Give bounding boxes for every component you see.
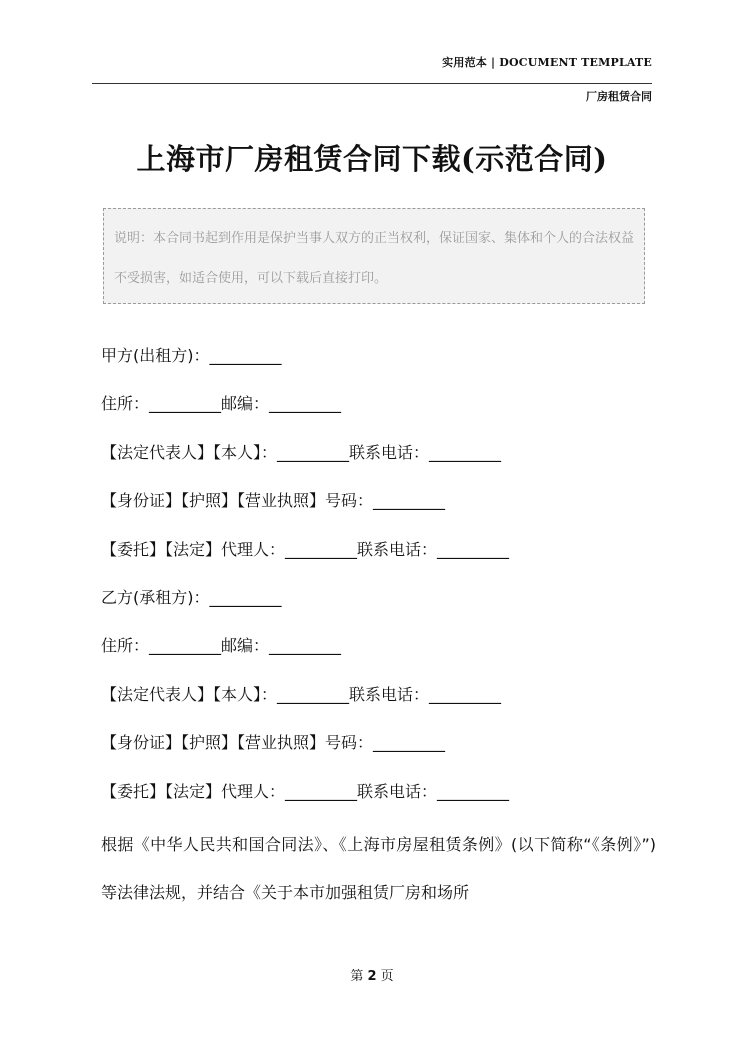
party-b-representative-line: 【法定代表人】【本人】：_________联系电话：_________ [101, 684, 502, 704]
party-b-id-line: 【身份证】【护照】【营业执照】号码：_________ [101, 733, 446, 753]
page-number: 2 [367, 969, 377, 984]
party-a-line: 甲方(出租方)：_________ [101, 346, 282, 365]
party-a-representative-line: 【法定代表人】【本人】：_________联系电话：_________ [101, 442, 502, 462]
page-footer [0, 965, 744, 984]
party-a-address-line: 住所：_________邮编：_________ [101, 394, 342, 414]
party-b-agent-line: 【委托】【法定】代理人：_________联系电话：_________ [101, 781, 510, 801]
contract-body [101, 337, 656, 918]
legal-basis-paragraph: 根据《中华人民共和国合同法》、《上海市房屋租赁条例》(以下简称“《条例》”)等法律法规，并结合《关于本市加强租赁厂房和场所 [101, 834, 656, 903]
party-a-agent-line: 【委托】【法定】代理人：_________联系电话：_________ [101, 539, 510, 559]
party-b-line: 乙方(承租方)：_________ [101, 587, 282, 607]
header-contract-type: 厂房租赁合同 [586, 90, 652, 103]
header-divider [92, 83, 652, 84]
note-text: 说明：本合同书起到作用是保护当事人双方的正当权利，保证国家、集体和个人的合法权益不受损害，如适合使用，可以下载后直接打印。 [114, 231, 635, 286]
note-box [103, 208, 645, 304]
party-b-address-line: 住所：_________邮编：_________ [101, 636, 342, 656]
header-document-template: 实用范本 | DOCUMENT TEMPLATE [442, 56, 652, 69]
document-title: 上海市厂房租赁合同下载(示范合同) [136, 142, 608, 176]
page-prefix: 第 [350, 969, 364, 984]
page-suffix: 页 [380, 969, 394, 984]
party-a-id-line: 【身份证】【护照】【营业执照】号码：_________ [101, 491, 446, 511]
